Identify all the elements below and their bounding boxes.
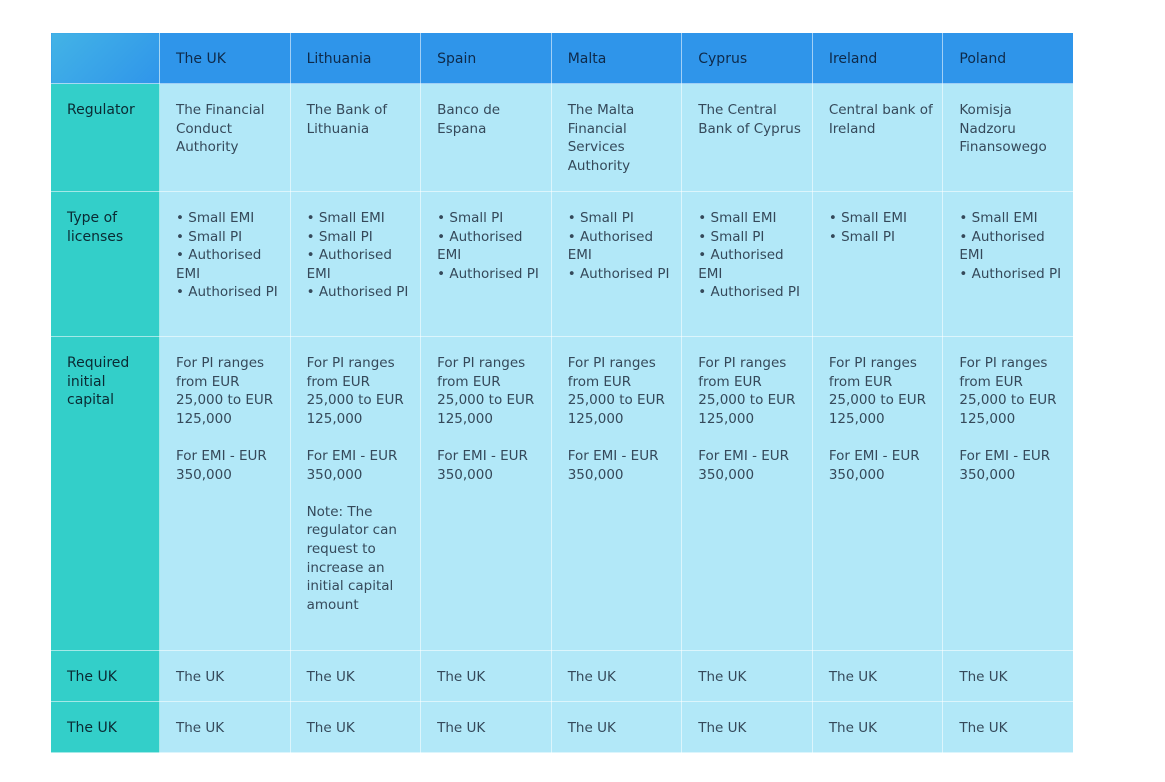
row-label-uk-1: The UK	[51, 651, 160, 702]
capital-text: For EMI - EUR 350,000	[306, 447, 398, 483]
license-item: • Authorised PI	[306, 284, 409, 301]
header-corner-cell	[51, 33, 160, 84]
table-cell: The UK	[421, 702, 552, 753]
capital-text: For PI ranges from EUR 25,000 to EUR 125,000	[437, 355, 535, 427]
license-item: • Small EMI	[306, 210, 385, 226]
table-cell	[682, 337, 813, 651]
table-cell: The UK	[682, 651, 813, 702]
table-cell	[421, 192, 552, 337]
table-cell	[943, 192, 1074, 337]
license-item: • Authorised EMI	[698, 247, 784, 282]
table-cell	[421, 337, 552, 651]
table-cell: The Malta Financial Services Authority	[551, 84, 682, 192]
table-cell: The UK	[812, 702, 943, 753]
capital-text: For PI ranges from EUR 25,000 to EUR 125,000	[176, 355, 274, 427]
license-item: • Small PI	[698, 228, 765, 245]
header-country-uk: The UK	[160, 33, 291, 84]
header-country-poland: Poland	[943, 33, 1074, 84]
table-cell: The Financial Conduct Authority	[160, 84, 291, 192]
table-row-initial-capital	[51, 337, 1074, 651]
table-cell: The UK	[160, 651, 291, 702]
table-cell: The UK	[290, 702, 421, 753]
header-country-lithuania: Lithuania	[290, 33, 421, 84]
capital-text: For EMI - EUR 350,000	[176, 447, 267, 483]
header-country-spain: Spain	[421, 33, 552, 84]
table-cell	[160, 192, 291, 337]
table-cell: The UK	[682, 702, 813, 753]
capital-text: For EMI - EUR 350,000	[698, 447, 790, 483]
license-item: • Small PI	[828, 228, 895, 245]
header-country-cyprus: Cyprus	[682, 33, 813, 84]
table-cell: The UK	[421, 651, 552, 702]
license-item: • Small PI	[437, 210, 504, 226]
table-cell	[943, 337, 1074, 651]
table-cell: The Central Bank of Cyprus	[682, 84, 813, 192]
table-cell: The UK	[551, 651, 682, 702]
capital-text: For EMI - EUR 350,000	[959, 447, 1051, 483]
license-item: • Small EMI	[698, 210, 777, 226]
license-item: • Authorised PI	[959, 265, 1062, 282]
table-cell: The UK	[943, 702, 1074, 753]
table-cell	[290, 192, 421, 337]
table-cell	[160, 337, 291, 651]
license-comparison-table	[50, 32, 1074, 753]
table-row-regulator	[51, 84, 1074, 192]
capital-text: For EMI - EUR 350,000	[828, 447, 920, 483]
capital-text: For EMI - EUR 350,000	[567, 447, 659, 483]
row-label-licenses: Type of licenses	[51, 192, 160, 337]
table-cell	[290, 337, 421, 651]
capital-text: For PI ranges from EUR 25,000 to EUR 125,000	[567, 355, 665, 427]
capital-text: For EMI - EUR 350,000	[437, 447, 528, 483]
row-label-uk-2: The UK	[51, 702, 160, 753]
table-row-uk-2	[51, 702, 1074, 753]
license-item: • Small PI	[567, 210, 634, 226]
license-item: • Authorised EMI	[176, 247, 262, 282]
table-cell	[812, 337, 943, 651]
table-cell	[682, 192, 813, 337]
table-cell: The UK	[160, 702, 291, 753]
table-row-licenses	[51, 192, 1074, 337]
table-cell: The UK	[812, 651, 943, 702]
row-label-initial-capital: Required initial capital	[51, 337, 160, 651]
table-cell	[551, 192, 682, 337]
table-row-uk-1	[51, 651, 1074, 702]
license-item: • Small EMI	[176, 210, 255, 226]
comparison-table-container	[50, 32, 1073, 753]
table-cell: Banco de Espana	[421, 84, 552, 192]
table-cell: Central bank of Ireland	[812, 84, 943, 192]
license-item: • Authorised EMI	[959, 228, 1045, 264]
license-item: • Authorised EMI	[437, 228, 523, 264]
table-cell: Komisja Nadzoru Finansowego	[943, 84, 1074, 192]
license-item: • Authorised PI	[567, 265, 670, 282]
license-item: • Small PI	[176, 228, 243, 245]
capital-text: For PI ranges from EUR 25,000 to EUR 125,000	[698, 355, 796, 427]
header-country-ireland: Ireland	[812, 33, 943, 84]
license-item: • Small EMI	[828, 210, 908, 226]
table-cell: The UK	[551, 702, 682, 753]
table-cell	[551, 337, 682, 651]
table-cell: The UK	[943, 651, 1074, 702]
license-item: • Small EMI	[959, 210, 1038, 226]
license-item: • Authorised EMI	[567, 228, 654, 264]
table-cell: The Bank of Lithuania	[290, 84, 421, 192]
capital-text: For PI ranges from EUR 25,000 to EUR 125,000	[306, 355, 404, 427]
license-item: • Authorised EMI	[306, 247, 392, 282]
row-label-regulator: Regulator	[51, 84, 160, 192]
license-item: • Authorised PI	[176, 284, 278, 301]
license-item: • Authorised PI	[698, 284, 801, 301]
capital-note: Note: The regulator can request to increase an initial capital amount	[306, 503, 397, 613]
license-item: • Authorised PI	[437, 265, 539, 282]
capital-text: For PI ranges from EUR 25,000 to EUR 125,000	[959, 355, 1057, 427]
table-cell	[812, 192, 943, 337]
capital-text: For PI ranges from EUR 25,000 to EUR 125,000	[828, 355, 926, 427]
header-country-malta: Malta	[551, 33, 682, 84]
header-row	[51, 33, 1074, 84]
license-item: • Small PI	[306, 228, 373, 245]
table-cell: The UK	[290, 651, 421, 702]
